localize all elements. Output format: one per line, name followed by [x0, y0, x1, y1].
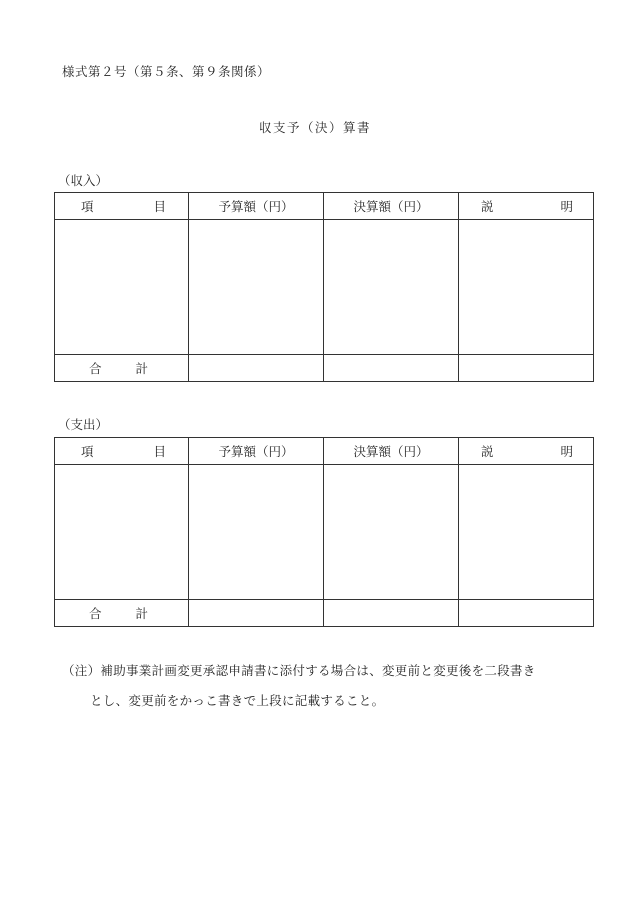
income-section-label: （収入）: [58, 173, 109, 188]
income-header-explain-b: 明: [560, 199, 573, 214]
income-total-label: [55, 355, 189, 382]
expense-total-label-a: 合: [88, 606, 102, 621]
expense-section-label: （支出）: [58, 417, 109, 432]
expense-header-budget: 予算額（円）: [189, 438, 324, 465]
income-total-label-b: 計: [135, 361, 149, 376]
income-total-budget-cell[interactable]: [189, 355, 324, 382]
income-header-row: [55, 193, 594, 220]
expense-header-settlement: 決算額（円）: [324, 438, 459, 465]
expense-header-item: [55, 438, 189, 465]
expense-table: [54, 437, 594, 627]
document-title: 収支予（決）算書: [258, 120, 371, 135]
income-total-explain-cell[interactable]: [459, 355, 594, 382]
income-header-explain-a: 説: [481, 199, 494, 214]
expense-header-item-b: 目: [153, 444, 166, 459]
income-header-settlement: 決算額（円）: [324, 193, 459, 220]
expense-total-explain-cell[interactable]: [459, 600, 594, 627]
income-header-explain: [459, 193, 594, 220]
expense-header-explain-a: 説: [481, 444, 494, 459]
income-total-row: [55, 355, 594, 382]
income-settlement-cell[interactable]: [324, 220, 459, 355]
expense-entry-row: [55, 465, 594, 600]
income-header-budget: 予算額（円）: [189, 193, 324, 220]
expense-header-explain-b: 明: [560, 444, 573, 459]
expense-header-item-a: 項: [81, 444, 94, 459]
expense-total-label-b: 計: [135, 606, 149, 621]
expense-item-cell[interactable]: [55, 465, 189, 600]
income-table: [54, 192, 594, 382]
income-entry-row: [55, 220, 594, 355]
income-budget-cell[interactable]: [189, 220, 324, 355]
income-header-item-b: 目: [153, 199, 166, 214]
expense-total-budget-cell[interactable]: [189, 600, 324, 627]
form-number: 様式第２号（第５条、第９条関係）: [62, 64, 271, 79]
expense-budget-cell[interactable]: [189, 465, 324, 600]
income-header-item-a: 項: [81, 199, 94, 214]
income-total-settlement-cell[interactable]: [324, 355, 459, 382]
expense-total-row: [55, 600, 594, 627]
expense-explain-cell[interactable]: [459, 465, 594, 600]
income-item-cell[interactable]: [55, 220, 189, 355]
expense-header-row: [55, 438, 594, 465]
income-header-item: [55, 193, 189, 220]
expense-settlement-cell[interactable]: [324, 465, 459, 600]
income-explain-cell[interactable]: [459, 220, 594, 355]
note-line-1: （注）補助事業計画変更承認申請書に添付する場合は、変更前と変更後を二段書き: [62, 663, 536, 678]
expense-total-label: [55, 600, 189, 627]
income-total-label-a: 合: [88, 361, 102, 376]
expense-header-explain: [459, 438, 594, 465]
expense-total-settlement-cell[interactable]: [324, 600, 459, 627]
note-line-2: とし、変更前をかっこ書きで上段に記載すること。: [90, 693, 385, 708]
note: [62, 656, 602, 716]
